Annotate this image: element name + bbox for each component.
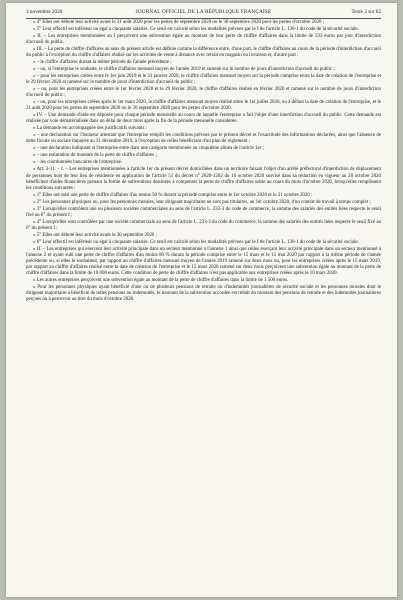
- article-paragraph: « – ou, pour les entreprises créées après le 1er mars 2020, le chiffre d'affaires mensuel moyen réalisé entre le 1er juillet 2020, ou à défaut la date de création de l'entreprise, et le 31 août 2020 pour les pertes de septembre 2020 ou le 30 septembre 2020 pour les pertes d'octobre 2020.: [26, 100, 381, 112]
- article-paragraph: « – les coordonnées bancaires de l'entreprise.: [33, 160, 123, 166]
- article-paragraph: « – ou, si l'entreprise le souhaite, le chiffre d'affaires mensuel moyen de l'année 2019 et ramené sur le nombre de jours d'interdiction d'accueil du public ;: [33, 67, 335, 73]
- article-paragraph: « 2° Les personnes physiques ou, pour les personnes morales, leur dirigeant majoritaire ne sont pas titulaires, au 1er octobre 2020, d'un contrat de travail à temps complet ;: [33, 199, 371, 205]
- article-paragraph: « – le chiffre d'affaires durant la même période de l'année précédente ;: [33, 60, 172, 66]
- article-paragraph: « – pour les entreprises créées entre le 1er juin 2019 et le 31 janvier 2020, le chiffre d'affaires mensuel moyen sur la période comprise entre la date de création de l'entreprise et le 29 février 2020 et ramené sur le nombre de jours d'interdiction d'accueil du public ;: [26, 74, 381, 86]
- header-journal-title: JOURNAL OFFICIEL DE LA RÉPUBLIQUE FRANÇAISE: [135, 9, 272, 15]
- article-paragraph: « – ou, pour les entreprises créées entre le 1er février 2020 et le 29 février 2020, le chiffre d'affaires réalisé en février 2020 et ramené sur le nombre de jours d'interdiction d'accueil du public ;: [26, 87, 381, 99]
- article-paragraph: « 4° Elles ont débuté leur activité avant le 31 août 2020 pour les pertes de septembre 2020 ou le 30 septembre 2020 pour les pertes d'octobre 2020 ;: [33, 20, 325, 25]
- article-paragraph: « Art. 3-11. – I. – Les entreprises mentionnées à l'article 1er du présent décret domiciliées dans un territoire faisant l'objet d'un arrêté préfectoral d'interdiction de déplacement de personnes hors de leur lieu de résidence en application de l'article 51 du décret n° 2020-1262 du 16 octobre 2020 susvisé dans sa rédaction en vigueur au 28 octobre 2020 bénéficient d'aides financières prenant la forme de subventions destinées à compenser la perte de chiffre d'affaires subie au cours du mois d'octobre 2020, lorsqu'elles remplissent les conditions suivantes :: [26, 167, 381, 191]
- article-paragraph: « 1° Elles ont subi une perte de chiffre d'affaires d'au moins 50 % durant la période comprise entre le 1er octobre 2020 et le 31 octobre 2020 ;: [33, 192, 313, 198]
- header-page-number: Texte 3 sur 62: [351, 9, 381, 15]
- header-date: 3 novembre 2020: [26, 9, 63, 15]
- article-paragraph: « II. – Les entreprises qui exercent leur activité principale dans un secteur mentionné à l'annexe 1 ainsi que celles exerçant leur activité principale dans un secteur mentionné à l'annexe 2 et ayant subi une perte de chiffre d'affaires d'au moins 80 % durant la période comprise entre le 15 mars et le 15 mai 2020 par rapport à la même période de l'année précédente ou, si elles le souhaitent, par rapport au chiffre d'affaires mensuel moyen de l'année 2019 ramené sur deux mois ou, pour les entreprises créées après le 15 mars 2019, par rapport au chiffre d'affaires réalisé entre la date de création de l'entreprise et le 15 mars 2020 ramené sur deux mois perçoivent une subvention égale au montant de la perte de chiffre d'affaires dans la limite de 10 000 euros. Cette condition de perte de chiffre d'affaires n'est pas applicable aux entreprises créées après le 10 mars 2020.: [26, 246, 381, 277]
- article-paragraph: « 5° Elles ont débuté leur activité avant le 30 septembre 2020 ;: [33, 232, 158, 238]
- article-paragraph: « – une estimation du montant de la perte de chiffre d'affaires ;: [33, 153, 157, 159]
- article-paragraph: « 3° Lorsqu'elles contrôlent une ou plusieurs sociétés commerciales au sens de l'article L. 233-3 du code de commerce, la somme des salariés des entités liées respecte le seuil fixé au 6° du présent I ;: [26, 206, 381, 218]
- article-paragraph: « Les autres entreprises perçoivent une subvention égale au montant de la perte de chiffre d'affaires dans la limite de 1 500 euros.: [33, 278, 289, 284]
- article-paragraph: « III. – La perte de chiffre d'affaires au sens du présent article est définie comme la différence entre, d'une part, le chiffre d'affaires au cours de la période d'interdiction d'accueil du public à l'exception du chiffre d'affaires réalisé sur les activités de vente à distance avec retrait en magasin ou livraison et, d'autre part :: [26, 47, 381, 59]
- article-paragraph: « 5° Leur effectif est inférieur ou égal à cinquante salariés. Ce seuil est calculé selon les modalités prévues par le I de l'article L. 130-1 du code de la sécurité sociale.: [33, 26, 359, 32]
- article-paragraph: « 6° Leur effectif est inférieur ou égal à cinquante salariés. Ce seuil est calculé selon les modalités prévues par le I de l'article L. 130-1 du code de la sécurité sociale.: [33, 239, 359, 245]
- article-paragraph: « Pour les personnes physiques ayant bénéficié d'une ou de plusieurs pensions de retraite ou d'indemnités journalières de sécurité sociale et les personnes morales dont le dirigeant majoritaire a bénéficié de telles pensions ou indemnités, le montant de la subvention accordée est réduit du montant des pensions de retraite et des indemnités journalières perçues ou à percevoir au titre du mois d'octobre 2020.: [26, 285, 381, 303]
- article-paragraph: « – une déclaration indiquant si l'entreprise entre dans une catégorie mentionnée au cinquième alinéa de l'article 1er ;: [33, 146, 265, 152]
- document-body: [26, 20, 381, 304]
- article-paragraph: « 4° Lorsqu'elles sont contrôlées par une société commerciale au sens de l'article L. 233-3 du code du commerce, la somme des salariés des entités liées respecte le seuil fixé au 6° du présent I ;: [26, 219, 381, 231]
- journal-page: [6, 3, 397, 597]
- article-paragraph: « La demande est accompagnée des justificatifs suivants :: [33, 126, 148, 132]
- article-paragraph: « – une déclaration sur l'honneur attestant que l'entreprise remplit les conditions prévues par le présent décret et l'exactitude des informations déclarées, ainsi que l'absence de dette fiscale ou sociale impayée au 31 décembre 2019, à l'exception de celles bénéficiant d'un plan de règlement ;: [26, 133, 381, 145]
- article-paragraph: « II. – Les entreprises mentionnées au I perçoivent une subvention égale au montant de leur perte de chiffre d'affaires dans la limite de 333 euros par jour d'interdiction d'accueil du public.: [26, 33, 381, 46]
- article-paragraph: « IV. – Une demande d'aide est déposée pour chaque période mensuelle au cours de laquelle l'entreprise a fait l'objet d'une interdiction d'accueil du public. Cette demande est réalisée par voie dématérialisée dans un délai de deux mois après la fin de la période mensuelle considérée.: [26, 113, 381, 125]
- page-header: [26, 9, 381, 19]
